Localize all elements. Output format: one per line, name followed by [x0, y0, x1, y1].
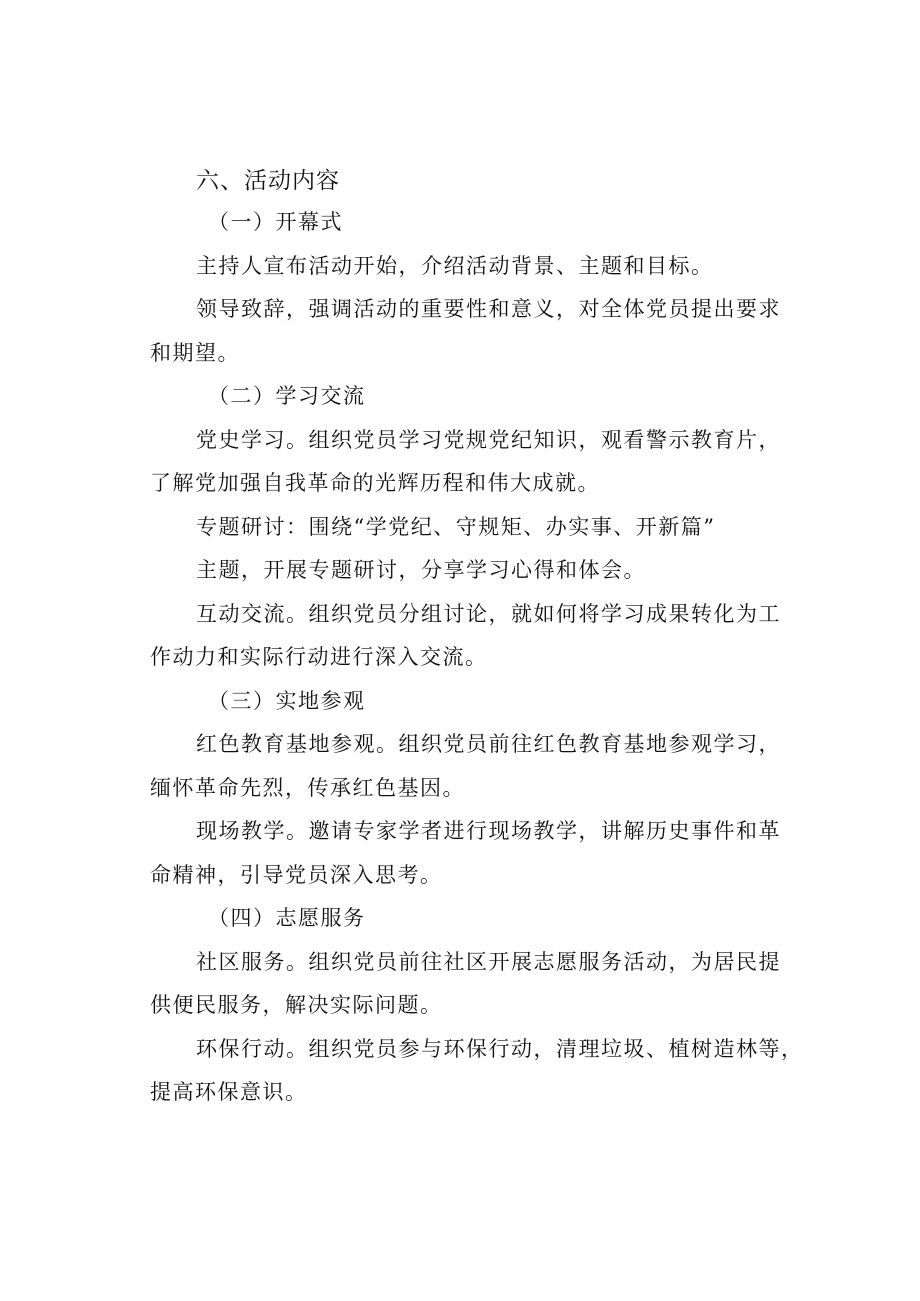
paragraph-line: 了解党加强自我革命的光辉历程和伟大成就。 [150, 471, 600, 495]
paragraph-line: 现场教学。邀请专家学者进行现场教学，讲解历史事件和革 [196, 819, 781, 843]
section-title: 六、活动内容 [196, 168, 340, 194]
paragraph-line: 作动力和实际行动进行深入交流。 [150, 645, 488, 669]
paragraph-line: 社区服务。组织党员前往社区开展志愿服务活动，为居民提 [196, 950, 781, 974]
paragraph-line: 主持人宣布活动开始，介绍活动背景、主题和目标。 [196, 254, 714, 278]
paragraph-line: 领导致辞，强调活动的重要性和意义，对全体党员提出要求 [196, 297, 781, 321]
paragraph-line: 环保行动。组织党员参与环保行动，清理垃圾、植树造林等， [196, 1037, 804, 1061]
paragraph-line: 提高环保意识。 [150, 1080, 308, 1104]
paragraph-line: 缅怀革命先烈，传承红色基因。 [150, 776, 465, 800]
subsection-heading: （三）实地参观 [208, 689, 366, 713]
paragraph-line: 专题研讨：围绕“学党纪、守规矩、办实事、开新篇” [196, 515, 716, 539]
paragraph-line: 红色教育基地参观。组织党员前往红色教育基地参观学习， [196, 732, 781, 756]
paragraph-line: 主题，开展专题研讨，分享学习心得和体会。 [196, 558, 646, 582]
paragraph-line: 命精神，引导党员深入思考。 [150, 863, 443, 887]
paragraph-line: 党史学习。组织党员学习党规党纪知识，观看警示教育片， [196, 428, 781, 452]
subsection-heading: （四）志愿服务 [208, 906, 366, 930]
paragraph-line: 供便民服务，解决实际问题。 [150, 993, 443, 1017]
subsection-heading: （二）学习交流 [208, 384, 366, 408]
paragraph-line: 和期望。 [150, 341, 240, 365]
paragraph-line: 互动交流。组织党员分组讨论，就如何将学习成果转化为工 [196, 602, 781, 626]
subsection-heading: （一）开幕式 [208, 210, 343, 234]
